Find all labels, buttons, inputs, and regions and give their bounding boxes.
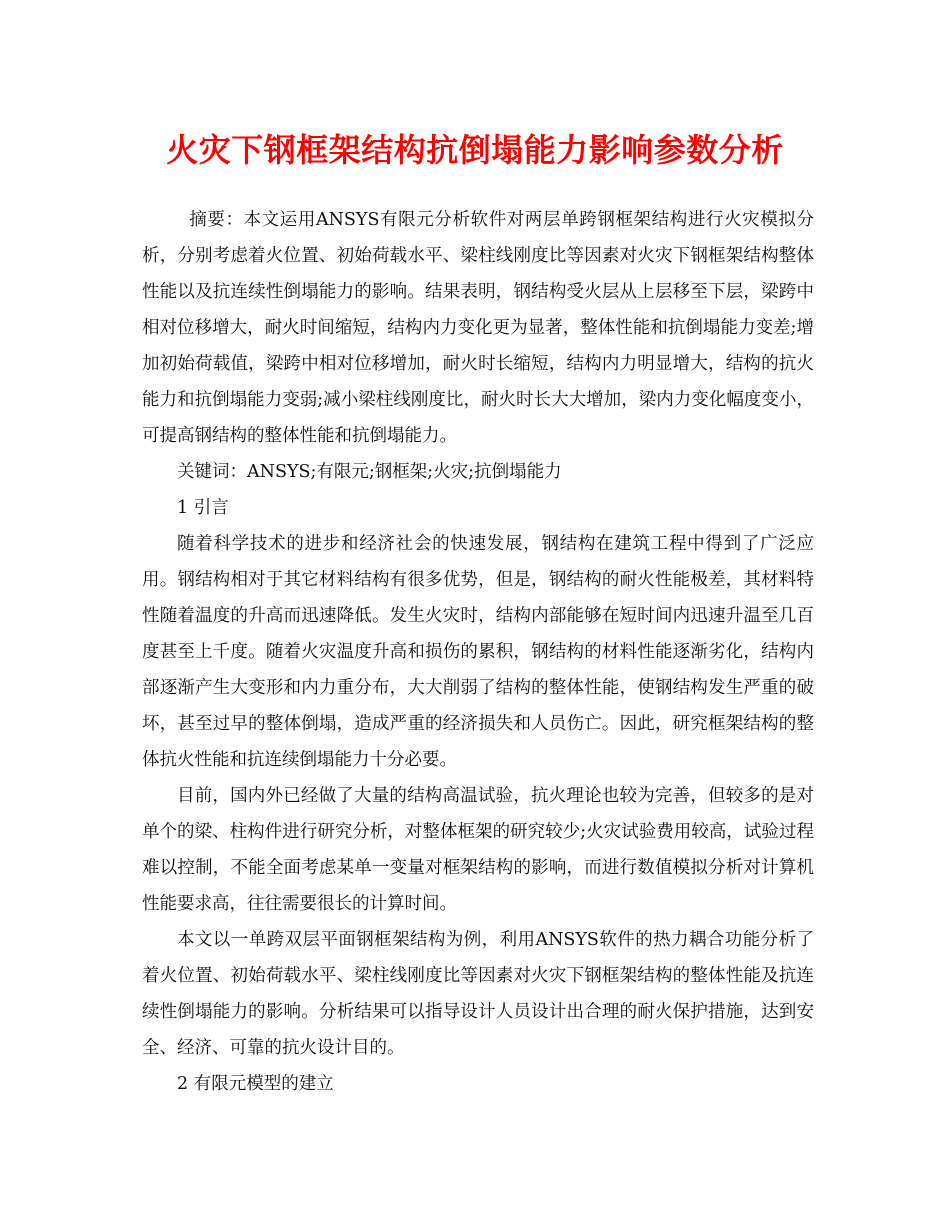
abstract-paragraph: 摘要：本文运用ANSYS有限元分析软件对两层单跨钢框架结构进行火灾模拟分析，分别考虑着火位置、初始荷载水平、梁柱线刚度比等因素对火灾下钢框架结构整体性能以及抗连续性倒塌能力的影响。结果表明，钢结构受火层从上层移至下层，梁跨中相对位移增大，耐火时间缩短，结构内力变化更为显著，整体性能和抗倒塌能力变差;增加初始荷载值，梁跨中相对位移增加，耐火时长缩短，结构内力明显增大，结构的抗火能力和抗倒塌能力变弱;减小梁柱线刚度比，耐火时长大大增加，梁内力变化幅度变小，可提高钢结构的整体性能和抗倒塌能力。 (142, 210, 814, 446)
document-body (142, 202, 814, 1102)
body-paragraph: 本文以一单跨双层平面钢框架结构为例，利用ANSYS软件的热力耦合功能分析了着火位置、初始荷载水平、梁柱线刚度比等因素对火灾下钢框架结构的整体性能及抗连续性倒塌能力的影响。分析结果可以指导设计人员设计出合理的耐火保护措施，达到安全、经济、可靠的抗火设计目的。 (142, 930, 814, 1058)
body-paragraph: 目前，国内外已经做了大量的结构高温试验，抗火理论也较为完善，但较多的是对单个的梁、柱构件进行研究分析，对整体框架的研究较少;火灾试验费用较高，试验过程难以控制，不能全面考虑某单一变量对框架结构的影响，而进行数值模拟分析对计算机性能要求高，往往需要很长的计算时间。 (142, 786, 814, 914)
keywords-line: 关键词：ANSYS;有限元;钢框架;火灾;抗倒塌能力 (177, 462, 562, 482)
section-heading-introduction: 1 引言 (177, 498, 229, 518)
document-title: 火灾下钢框架结构抗倒塌能力影响参数分析 (166, 131, 784, 169)
section-heading-fem-model: 2 有限元模型的建立 (177, 1074, 334, 1094)
body-paragraph: 随着科学技术的进步和经济社会的快速发展，钢结构在建筑工程中得到了广泛应用。钢结构相对于其它材料结构有很多优势，但是，钢结构的耐火性能极差，其材料特性随着温度的升高而迅速降低。发生火灾时，结构内部能够在短时间内迅速升温至几百度甚至上千度。随着火灾温度升高和损伤的累积，钢结构的材料性能逐渐劣化，结构内部逐渐产生大变形和内力重分布，大大削弱了结构的整体性能，使钢结构发生严重的破坏，甚至过早的整体倒塌，造成严重的经济损失和人员伤亡。因此，研究框架结构的整体抗火性能和抗连续倒塌能力十分必要。 (142, 534, 814, 770)
